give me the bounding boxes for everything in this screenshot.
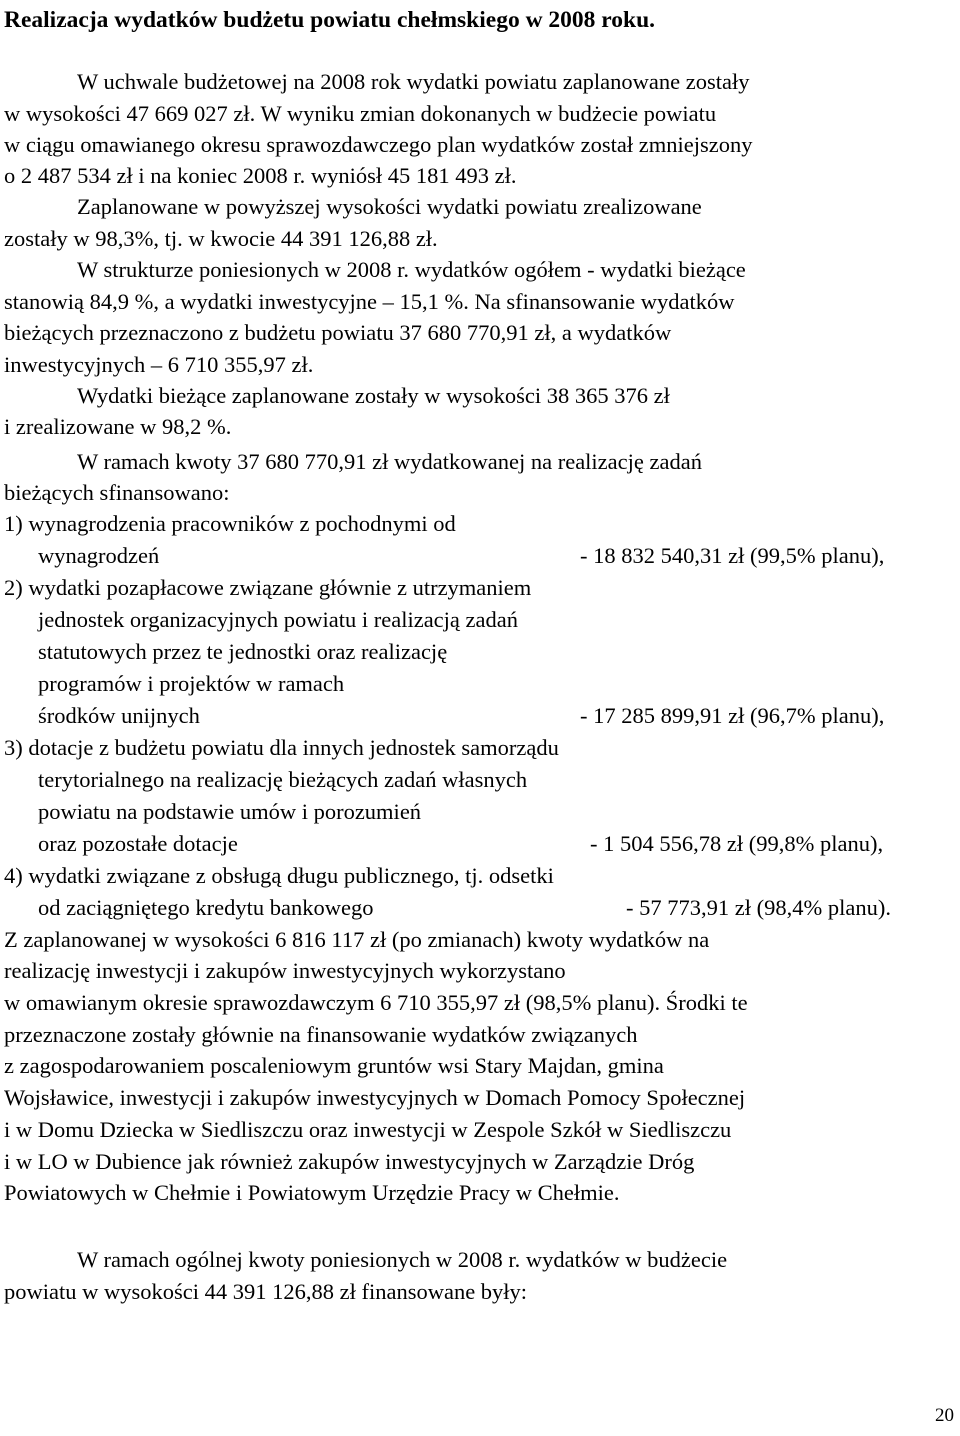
body-line: Powiatowych w Chełmie i Powiatowym Urzędzie Pracy w Chełmie. xyxy=(4,1180,620,1205)
page-title: Realizacja wydatków budżetu powiatu chełmskiego w 2008 roku. xyxy=(4,7,656,33)
list-item-4: 4) wydatki związane z obsługą długu publicznego, tj. odsetki xyxy=(4,863,554,888)
body-line: W uchwale budżetowej na 2008 rok wydatki powiatu zaplanowane zostały xyxy=(77,69,750,94)
page-number: 20 xyxy=(935,1405,954,1426)
list-item-2-amount: - 17 285 899,91 zł (96,7% planu), xyxy=(580,703,885,728)
list-item-3-cont: terytorialnego na realizację bieżących zadań własnych xyxy=(38,767,528,792)
body-line: Z zaplanowanej w wysokości 6 816 117 zł (po zmianach) kwoty wydatków na xyxy=(4,927,710,952)
body-line: bieżących przeznaczono z budżetu powiatu 37 680 770,91 zł, a wydatków xyxy=(4,320,672,345)
list-item-3-cont: powiatu na podstawie umów i porozumień xyxy=(38,799,422,824)
list-item-2-cont: jednostek organizacyjnych powiatu i realizacją zadań xyxy=(38,607,518,632)
list-item-3-amount: - 1 504 556,78 zł (99,8% planu), xyxy=(590,831,884,856)
body-line: stanowią 84,9 %, a wydatki inwestycyjne – 15,1 %. Na sfinansowanie wydatków xyxy=(4,289,735,314)
body-line: o 2 487 534 zł i na koniec 2008 r. wyniósł 45 181 493 zł. xyxy=(4,163,517,188)
list-item-2-cont: statutowych przez te jednostki oraz realizację xyxy=(38,639,448,664)
list-item-1-cont: wynagrodzeń xyxy=(38,543,160,568)
body-line: Wydatki bieżące zaplanowane zostały w wysokości 38 365 376 zł xyxy=(77,383,670,408)
list-item-3: 3) dotacje z budżetu powiatu dla innych jednostek samorządu xyxy=(4,735,559,760)
list-item-4-cont: od zaciągniętego kredytu bankowego xyxy=(38,895,374,920)
list-item-1: 1) wynagrodzenia pracowników z pochodnymi od xyxy=(4,511,456,536)
body-line: w ciągu omawianego okresu sprawozdawczego plan wydatków został zmniejszony xyxy=(4,132,753,157)
body-line: i w Domu Dziecka w Siedliszczu oraz inwestycji w Zespole Szkół w Siedliszczu xyxy=(4,1117,732,1142)
body-line: Zaplanowane w powyższej wysokości wydatki powiatu zrealizowane xyxy=(77,194,702,219)
body-line: Wojsławice, inwestycji i zakupów inwestycyjnych w Domach Pomocy Społecznej xyxy=(4,1085,746,1110)
body-line: przeznaczone zostały głównie na finansowanie wydatków związanych xyxy=(4,1022,638,1047)
body-line: z zagospodarowaniem poscaleniowym gruntów wsi Stary Majdan, gmina xyxy=(4,1053,664,1078)
body-line: W ramach kwoty 37 680 770,91 zł wydatkowanej na realizację zadań xyxy=(77,449,702,474)
body-line: powiatu w wysokości 44 391 126,88 zł finansowane były: xyxy=(4,1279,528,1304)
body-line: W strukturze poniesionych w 2008 r. wydatków ogółem - wydatki bieżące xyxy=(77,257,746,282)
body-line: i w LO w Dubience jak również zakupów inwestycyjnych w Zarządzie Dróg xyxy=(4,1149,695,1174)
list-item-2-cont: programów i projektów w ramach xyxy=(38,671,345,696)
list-item-1-amount: - 18 832 540,31 zł (99,5% planu), xyxy=(580,543,885,568)
list-item-3-cont: oraz pozostałe dotacje xyxy=(38,831,238,856)
list-item-4-amount: - 57 773,91 zł (98,4% planu). xyxy=(626,895,891,920)
body-line: zostały w 98,3%, tj. w kwocie 44 391 126,88 zł. xyxy=(4,226,438,251)
list-item-2-cont: środków unijnych xyxy=(38,703,200,728)
body-line: i zrealizowane w 98,2 %. xyxy=(4,414,232,439)
body-line: W ramach ogólnej kwoty poniesionych w 2008 r. wydatków w budżecie xyxy=(77,1247,728,1272)
body-line: bieżących sfinansowano: xyxy=(4,480,230,505)
body-line: w wysokości 47 669 027 zł. W wyniku zmian dokonanych w budżecie powiatu xyxy=(4,101,717,126)
body-line: w omawianym okresie sprawozdawczym 6 710 355,97 zł (98,5% planu). Środki te xyxy=(4,990,748,1015)
list-item-2: 2) wydatki pozapłacowe związane głównie z utrzymaniem xyxy=(4,575,532,600)
body-line: realizację inwestycji i zakupów inwestycyjnych wykorzystano xyxy=(4,958,566,983)
body-line: inwestycyjnych – 6 710 355,97 zł. xyxy=(4,352,314,377)
